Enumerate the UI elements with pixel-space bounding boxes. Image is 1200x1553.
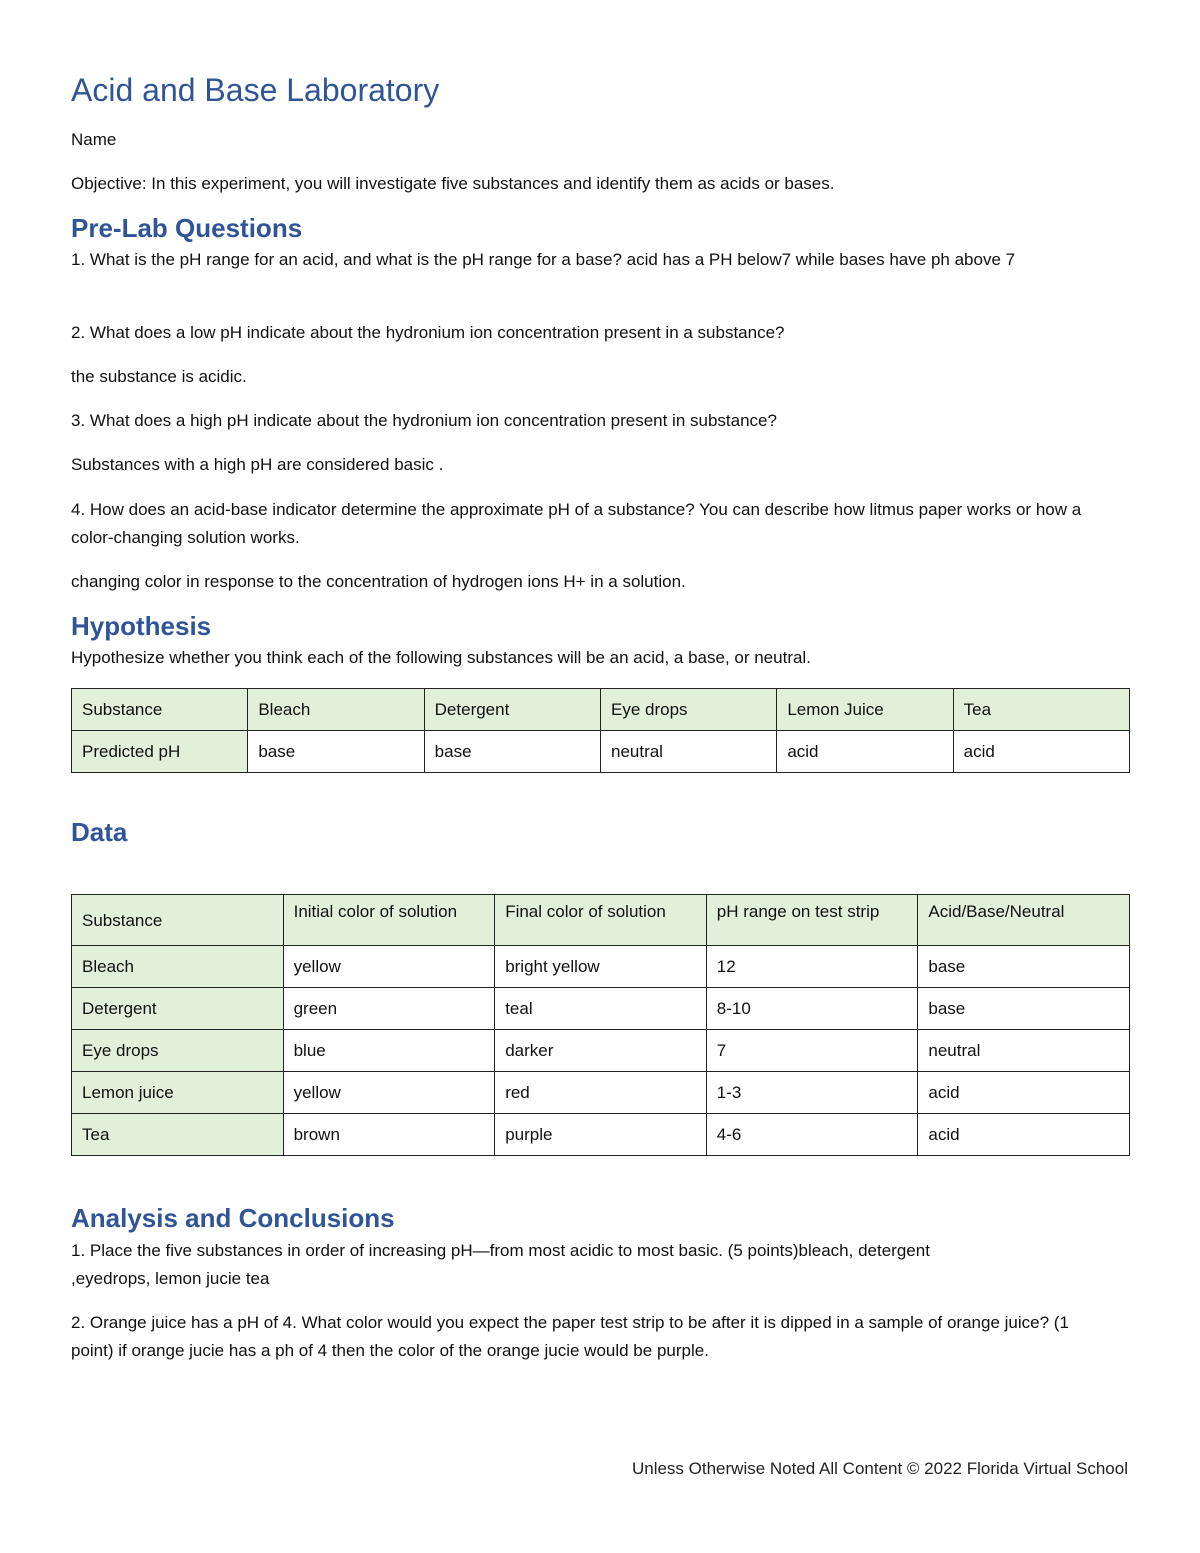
table-cell: 7: [706, 1030, 918, 1072]
table-cell: neutral: [918, 1030, 1130, 1072]
table-cell: Detergent: [424, 689, 600, 731]
table-cell: yellow: [283, 946, 495, 988]
table-cell: Eye drops: [600, 689, 776, 731]
table-cell: base: [918, 988, 1130, 1030]
table-header-row: [72, 895, 1130, 946]
table-cell: Bleach: [72, 946, 284, 988]
data-table: [71, 894, 1130, 1156]
hypothesis-heading: Hypothesis: [71, 611, 212, 641]
table-cell: acid: [953, 731, 1129, 773]
table-cell: darker: [495, 1030, 707, 1072]
objective: Objective: In this experiment, you will investigate five substances and identify them as acids or bases.: [71, 174, 835, 193]
table-cell: 12: [706, 946, 918, 988]
prelab-q2: 2. What does a low pH indicate about the hydronium ion concentration present in a substance?: [71, 323, 785, 342]
table-cell: acid: [777, 731, 953, 773]
table-cell: Detergent: [72, 988, 284, 1030]
table-cell: Lemon juice: [72, 1072, 284, 1114]
table-cell: 8-10: [706, 988, 918, 1030]
table-cell: base: [424, 731, 600, 773]
table-header-cell: Substance: [72, 895, 284, 946]
table-cell: brown: [283, 1114, 495, 1156]
table-row: [72, 988, 1130, 1030]
prelab-a3: Substances with a high pH are considered basic .: [71, 455, 444, 474]
prelab-heading: Pre-Lab Questions: [71, 213, 303, 243]
table-cell: Tea: [72, 1114, 284, 1156]
name-label: Name: [71, 130, 117, 149]
table-cell: 4-6: [706, 1114, 918, 1156]
table-cell: base: [248, 731, 424, 773]
table-cell: acid: [918, 1114, 1130, 1156]
table-cell: base: [918, 946, 1130, 988]
table-cell: Lemon Juice: [777, 689, 953, 731]
table-row: [72, 946, 1130, 988]
prelab-a2: the substance is acidic.: [71, 367, 247, 386]
page-title: Acid and Base Laboratory: [71, 72, 440, 108]
table-header-cell: Acid/Base/Neutral: [918, 895, 1130, 946]
table-cell: bright yellow: [495, 946, 707, 988]
table-row: [72, 1072, 1130, 1114]
table-cell: 1-3: [706, 1072, 918, 1114]
table-cell: Tea: [953, 689, 1129, 731]
prelab-q3: 3. What does a high pH indicate about the hydronium ion concentration present in substance?: [71, 411, 777, 430]
prelab-a4: changing color in response to the concentration of hydrogen ions H+ in a solution.: [71, 572, 686, 591]
table-row: [72, 1030, 1130, 1072]
table-cell: teal: [495, 988, 707, 1030]
table-cell: Bleach: [248, 689, 424, 731]
prelab-q1: 1. What is the pH range for an acid, and what is the pH range for a base? acid has a PH below7 while bases have ph above 7: [71, 250, 1016, 269]
table-row: [72, 731, 1130, 773]
analysis-q2: 2. Orange juice has a pH of 4. What color would you expect the paper test strip to be after it is dipped in a sample of orange juice? (1 point) if orange jucie has a ph of 4 then the color of the orange jucie would be purple.: [71, 1313, 1069, 1360]
table-header-cell: Initial color of solution: [283, 895, 495, 946]
table-cell: blue: [283, 1030, 495, 1072]
table-cell: acid: [918, 1072, 1130, 1114]
prelab-q4: 4. How does an acid-base indicator determine the approximate pH of a substance? You can describe how litmus paper works or how a color-changing solution works.: [71, 500, 1082, 547]
data-heading: Data: [71, 817, 128, 847]
table-cell: red: [495, 1072, 707, 1114]
table-cell: Predicted pH: [72, 731, 248, 773]
table-row: [72, 1114, 1130, 1156]
analysis-heading: Analysis and Conclusions: [71, 1203, 395, 1233]
hypothesis-text: Hypothesize whether you think each of the following substances will be an acid, a base, or neutral.: [71, 648, 811, 667]
table-cell: Eye drops: [72, 1030, 284, 1072]
table-cell: green: [283, 988, 495, 1030]
table-row: [72, 689, 1130, 731]
analysis-q1: 1. Place the five substances in order of increasing pH—from most acidic to most basic. (5 points)bleach, detergent ,eyedrops, lemon jucie tea: [71, 1241, 930, 1288]
table-cell: yellow: [283, 1072, 495, 1114]
footer-copyright: Unless Otherwise Noted All Content © 2022 Florida Virtual School: [631, 1459, 1128, 1478]
table-header-cell: Final color of solution: [495, 895, 707, 946]
table-cell: purple: [495, 1114, 707, 1156]
table-cell: Substance: [72, 689, 248, 731]
table-header-cell: pH range on test strip: [706, 895, 918, 946]
hypothesis-table: [71, 688, 1130, 773]
table-cell: neutral: [600, 731, 776, 773]
